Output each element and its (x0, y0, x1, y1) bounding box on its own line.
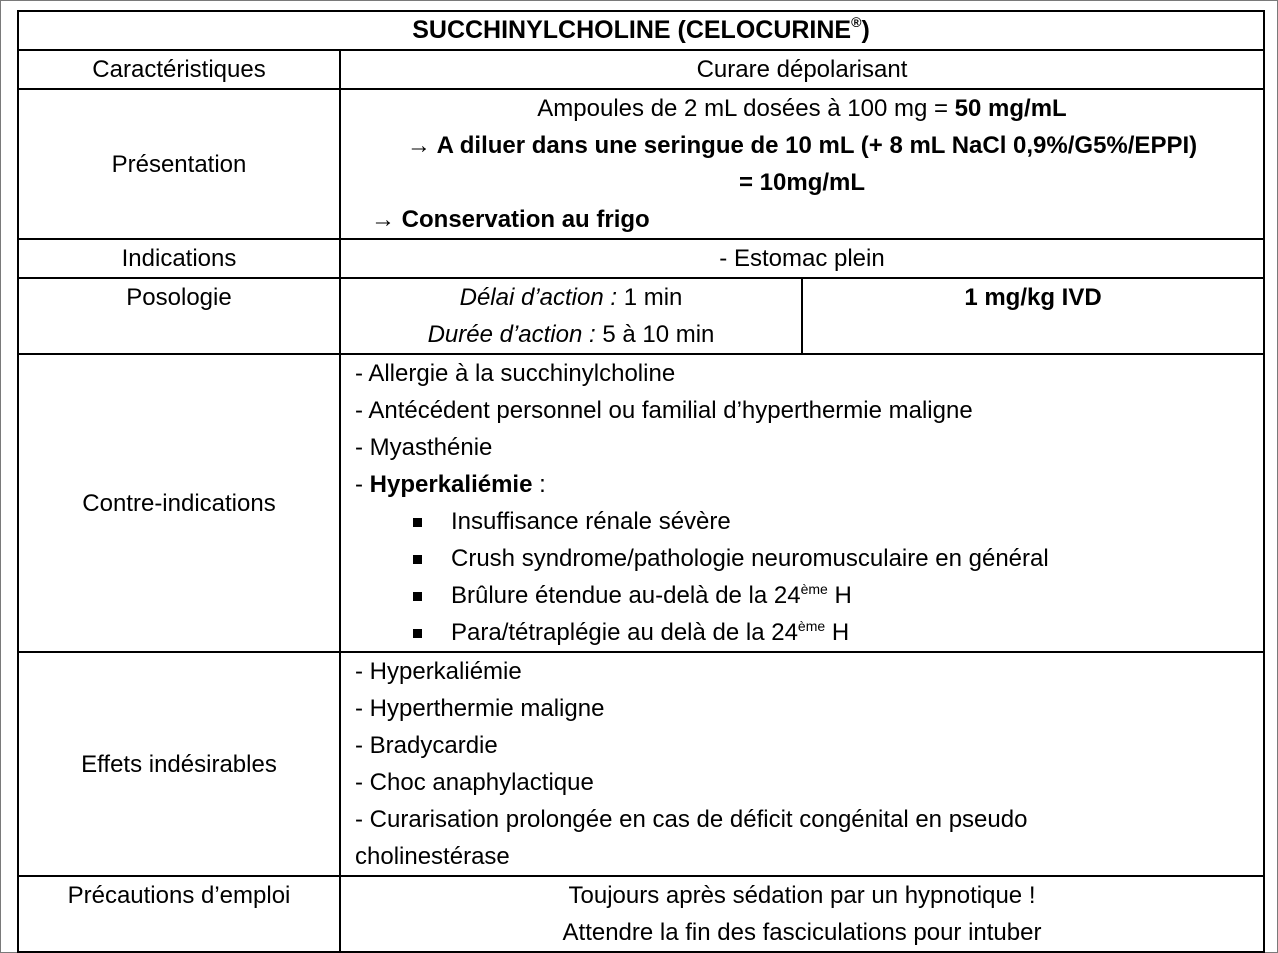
value-presentation (340, 89, 1264, 239)
list-item: - Bradycardie (355, 732, 498, 759)
table-title: SUCCHINYLCHOLINE (CELOCURINE®) (18, 11, 1264, 50)
square-bullet-icon (413, 592, 422, 601)
list-item: cholinestérase (355, 843, 510, 870)
label-posologie: Posologie (18, 278, 340, 354)
square-bullet-icon (413, 555, 422, 564)
value-effets-indesirables (340, 652, 1264, 876)
row-effets-indesirables (18, 652, 1264, 876)
title-row (18, 11, 1264, 50)
list-item: - Allergie à la succhinylcholine (355, 360, 676, 387)
list-item: - Myasthénie (355, 434, 493, 461)
value-posologie-delais (340, 278, 802, 354)
registered-mark: ® (851, 14, 862, 30)
list-item-hyperkaliemie: - Hyperkaliémie : (355, 471, 546, 498)
square-bullet-icon (413, 629, 422, 638)
row-precautions (18, 876, 1264, 952)
sub-list-item: Crush syndrome/pathologie neuromusculaire en général (355, 540, 1251, 577)
sub-list-item: Para/tétraplégie au delà de la 24ème H (355, 614, 1251, 651)
duree-action: Durée d’action : 5 à 10 min (427, 321, 715, 348)
value-precautions (340, 876, 1264, 952)
row-caracteristiques (18, 50, 1264, 89)
list-item: - Hyperkaliémie (355, 658, 522, 685)
drug-info-table (17, 10, 1265, 953)
value-contre-indications (340, 354, 1264, 652)
row-posologie (18, 278, 1264, 354)
label-contre-indications: Contre-indications (18, 354, 340, 652)
value-caracteristiques: Curare dépolarisant (340, 50, 1264, 89)
presentation-line-4: → Conservation au frigo (371, 206, 650, 233)
label-indications: Indications (18, 239, 340, 278)
label-precautions: Précautions d’emploi (18, 876, 340, 952)
label-presentation: Présentation (18, 89, 340, 239)
precaution-line-2: Attendre la fin des fasciculations pour intuber (562, 919, 1042, 946)
presentation-line-2: → A diluer dans une seringue de 10 mL (+ 8 mL NaCl 0,9%/G5%/EPPI) (406, 132, 1198, 159)
row-contre-indications (18, 354, 1264, 652)
row-presentation (18, 89, 1264, 239)
sub-list-item: Brûlure étendue au-delà de la 24ème H (355, 577, 1251, 614)
value-posologie-dose: 1 mg/kg IVD (802, 278, 1264, 354)
presentation-line-3: = 10mg/mL (738, 169, 866, 196)
row-indications (18, 239, 1264, 278)
list-item: - Antécédent personnel ou familial d’hyperthermie maligne (355, 397, 973, 424)
list-item: - Choc anaphylactique (355, 769, 594, 796)
list-item: - Curarisation prolongée en cas de déficit congénital en pseudo (355, 806, 1028, 833)
label-caracteristiques: Caractéristiques (18, 50, 340, 89)
sub-list-item: Insuffisance rénale sévère (355, 503, 1251, 540)
value-indications: - Estomac plein (340, 239, 1264, 278)
square-bullet-icon (413, 518, 422, 527)
delai-action: Délai d’action : 1 min (459, 284, 683, 311)
label-effets-indesirables: Effets indésirables (18, 652, 340, 876)
presentation-line-1: Ampoules de 2 mL dosées à 100 mg = 50 mg/mL (537, 95, 1067, 122)
list-item: - Hyperthermie maligne (355, 695, 605, 722)
precaution-line-1: Toujours après sédation par un hypnotique ! (568, 882, 1036, 909)
